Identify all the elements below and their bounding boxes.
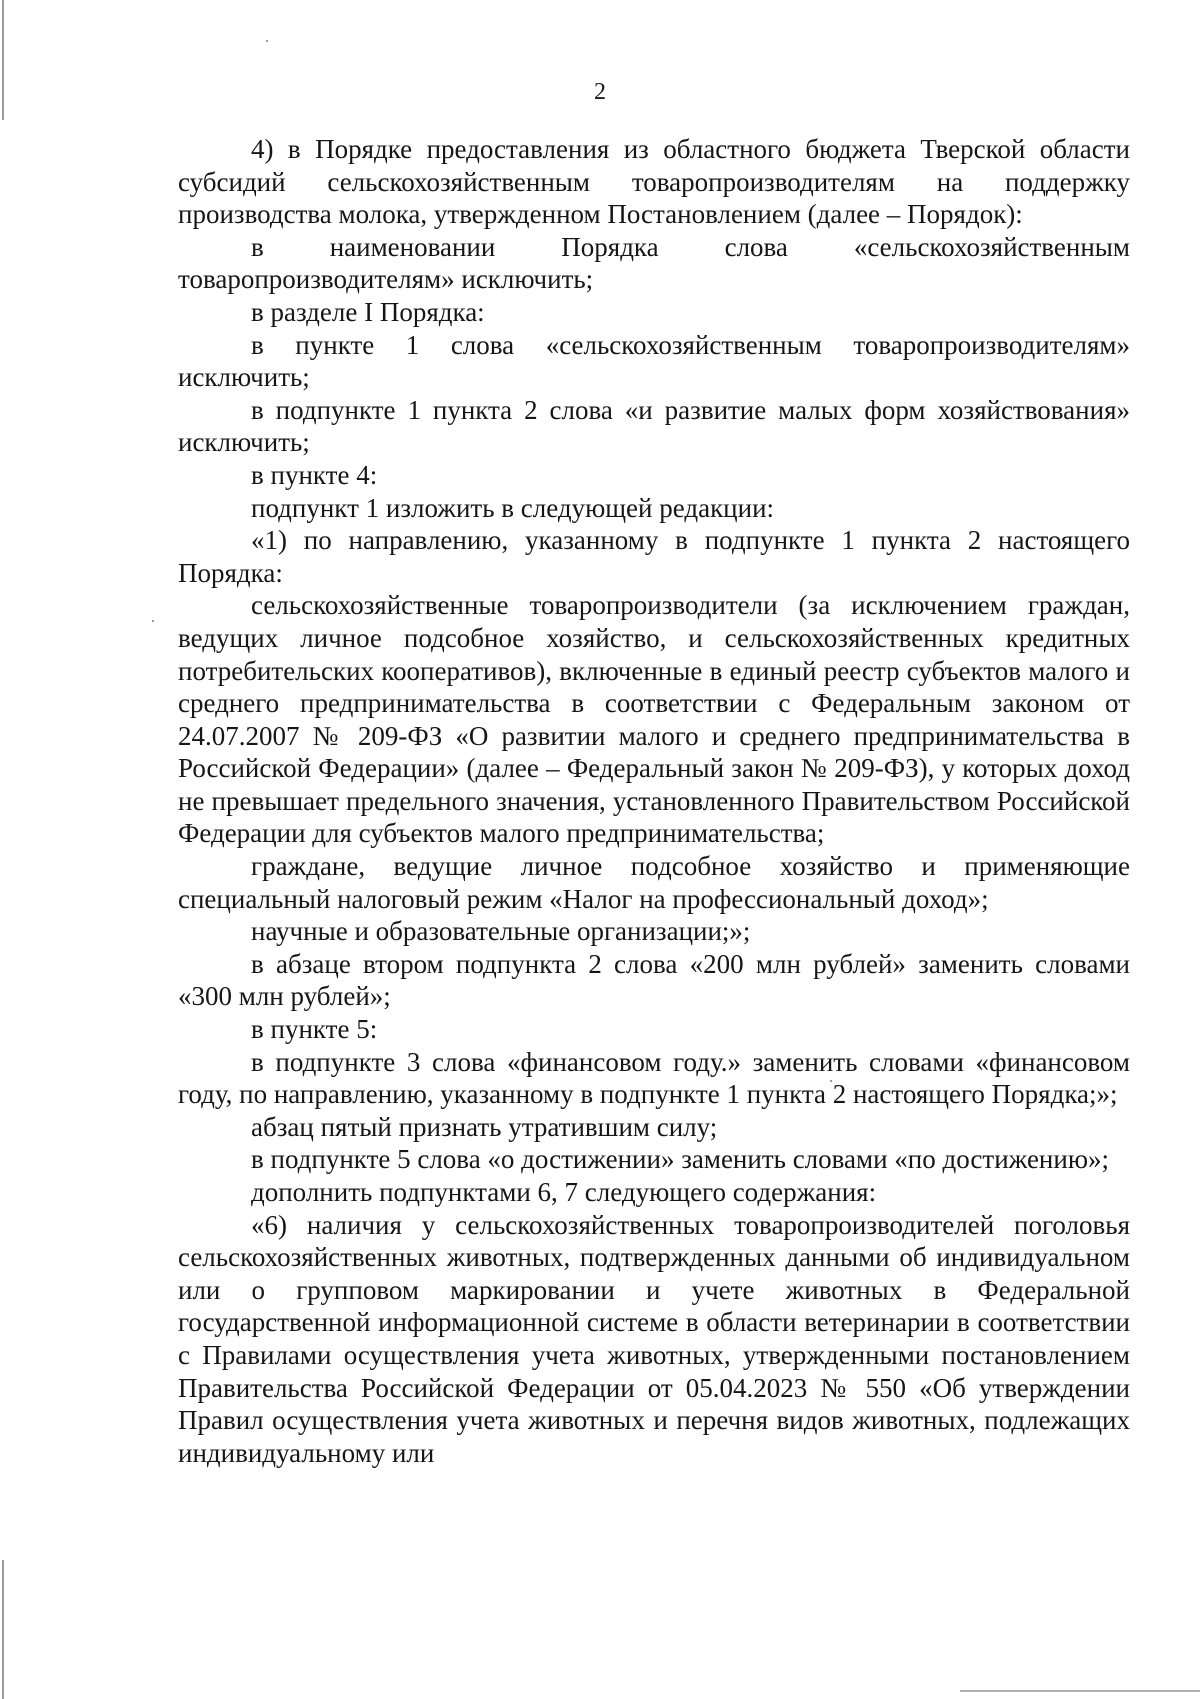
paragraph: «6) наличия у сельскохозяйственных товаропроизводителей поголовья сельскохозяйственных животных, подтвержденных данными об индивидуальном или о групповом маркировании и учете животных в Федеральной государственной информационной системе в области ветеринарии в соответствии с Правилами осуществления учета животных, утвержденными постановлением Правительства Российской Федерации от 05.04.2023 № 550 «Об утверждении Правил осуществления учета животных и перечня видов животных, подлежащих индивидуальному или	[178, 1209, 1130, 1468]
scan-speck	[266, 40, 268, 42]
paragraph: в пункте 4:	[251, 459, 378, 490]
paragraph: в разделе I Порядка:	[251, 296, 485, 327]
page-number: 2	[594, 79, 606, 105]
paragraph: в пункте 5:	[251, 1014, 378, 1045]
paragraph: подпункт 1 изложить в следующей редакции:	[251, 492, 775, 523]
paragraph: 4) в Порядке предоставления из областного бюджета Тверской области субсидий сельскохозяйственным товаропроизводителям на поддержку производства молока, утвержденном Постановлением (далее – Порядок):	[178, 134, 1130, 230]
paragraph: в наименовании Порядка слова «сельскохозяйственным товаропроизводителям» исключить;	[178, 231, 1130, 295]
scan-speck	[152, 620, 154, 622]
paragraph: сельскохозяйственные товаропроизводители (за исключением граждан, ведущих личное подсобное хозяйство, и сельскохозяйственных кредитных потребительских кооперативов), включенные в единый реестр субъектов малого и среднего предпринимательства в соответствии с Федеральным законом от 24.07.2007 № 209-ФЗ «О развитии малого и среднего предпринимательства в Российской Федерации» (далее – Федеральный закон № 209-ФЗ), у которых доход не превышает предельного значения, установленного Правительством Российской Федерации для субъектов малого предпринимательства;	[178, 590, 1130, 849]
paragraph: в подпункте 3 слова «финансовом году.» заменить словами «финансовом году, по направлению, указанному в подпункте 1 пункта 2 настоящего Порядка;»;	[178, 1046, 1130, 1110]
document-body	[178, 133, 1130, 1469]
paragraph: в пункте 1 слова «сельскохозяйственным товаропроизводителям» исключить;	[178, 329, 1130, 393]
scan-left-edge	[2, 1560, 4, 1699]
paragraph: «1) по направлению, указанному в подпункте 1 пункта 2 настоящего Порядка:	[178, 525, 1130, 588]
paragraph: абзац пятый признать утратившим силу;	[251, 1111, 718, 1142]
paragraph: граждане, ведущие личное подсобное хозяйство и применяющие специальный налоговый режим «Налог на профессиональный доход»;	[178, 851, 1130, 914]
paragraph: научные и образовательные организации;»;	[251, 916, 751, 947]
paragraph: в абзаце втором подпункта 2 слова «200 млн рублей» заменить словами «300 млн рублей»;	[178, 948, 1130, 1012]
paragraph: дополнить подпунктами 6, 7 следующего содержания:	[251, 1177, 877, 1207]
paragraph: в подпункте 5 слова «о достижении» заменить словами «по достижению»;	[251, 1144, 1110, 1175]
scan-bottom-edge	[960, 1690, 1200, 1692]
paragraph: в подпункте 1 пункта 2 слова «и развитие малых форм хозяйствования» исключить;	[178, 394, 1130, 458]
